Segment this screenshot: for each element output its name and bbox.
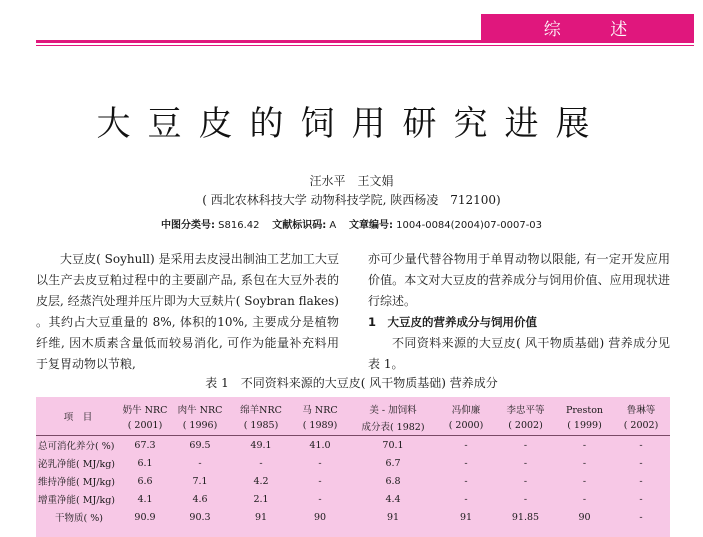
table-cell: -	[259, 457, 263, 469]
table-cell: 90	[578, 511, 591, 523]
table-cell: 49.1	[230, 436, 292, 455]
doc-code-value: A	[326, 220, 337, 231]
table-cell: 41.0	[292, 436, 348, 455]
table-row	[36, 454, 670, 472]
column-year: ( 2002)	[508, 420, 543, 431]
table-cell: -	[582, 493, 587, 505]
table-cell: 4.4	[385, 493, 401, 505]
column-year: ( 1999)	[567, 420, 602, 431]
table-cell: -	[639, 511, 643, 523]
table-cell: -	[639, 475, 643, 487]
table-cell: 6.1	[137, 457, 153, 469]
table-cell: 91	[459, 511, 473, 523]
column-year: ( 2000)	[448, 420, 484, 431]
clc-value: S816.42	[214, 220, 260, 231]
table-cell: 69.5	[170, 436, 230, 455]
table-cell: -	[464, 493, 468, 505]
table-row	[36, 436, 670, 455]
article-authors: 汪水平 王文娟	[309, 174, 394, 188]
nutrient-table-container	[36, 397, 670, 537]
table-cell: -	[318, 493, 322, 505]
column-header-item: 项 目	[63, 412, 93, 423]
column-year: ( 2001)	[127, 420, 163, 431]
table-cell: 4.2	[253, 475, 269, 487]
table-cell: -	[438, 436, 494, 455]
column-header: 美 - 加饲料	[369, 405, 417, 416]
table-cell: 4.1	[137, 493, 153, 505]
table-row	[36, 490, 670, 508]
left-column	[36, 249, 339, 375]
table-cell: 91	[254, 511, 268, 523]
table-cell: 91	[386, 511, 400, 523]
table-cell: 6.6	[137, 475, 153, 487]
table-cell: 6.8	[385, 475, 401, 487]
nutrient-table	[36, 397, 670, 526]
table-cell: -	[582, 457, 587, 469]
table-cell: -	[523, 457, 528, 469]
column-header: 奶牛 NRC	[122, 405, 168, 416]
column-header: 李忠平等	[506, 405, 545, 416]
table-cell: -	[198, 457, 202, 469]
article-title: 大豆皮的饲用研究进展	[96, 104, 607, 144]
table-row	[36, 508, 670, 526]
article-id-label: 文章编号:	[348, 220, 393, 231]
column-year: ( 1996)	[182, 420, 218, 431]
table-cell: -	[464, 457, 468, 469]
table-cell: 7.1	[192, 475, 208, 487]
table-cell: -	[639, 457, 643, 469]
table-cell: -	[523, 493, 528, 505]
article-affiliation: ( 西北农林科技大学 动物科技学院, 陕西杨凌 712100)	[202, 193, 501, 207]
column-header: 鲁琳等	[626, 405, 656, 416]
table-cell: 67.3	[120, 436, 170, 455]
right-column	[368, 249, 670, 375]
column-header: 冯仰廉	[451, 405, 481, 416]
section-heading: 1 大豆皮的营养成分与饲用价值	[368, 315, 537, 329]
table-cell: -	[523, 475, 528, 487]
table-cell: -	[582, 475, 587, 487]
table-cell: -	[464, 475, 468, 487]
column-year: 成分表( 1982)	[361, 421, 425, 433]
table-header-year-row	[36, 416, 670, 436]
intro-continuation: 亦可少量代替谷物用于单胃动物以限能, 有一定开发应用价值。本文对大豆皮的营养成分与饲用价值、应用现状进行综述。	[368, 252, 670, 308]
column-header: Preston	[565, 405, 604, 416]
row-label: 维持净能( MJ/kg)	[38, 477, 116, 488]
column-year: ( 2002)	[623, 420, 659, 431]
row-label: 总可消化养分( %)	[36, 436, 120, 455]
table-caption: 表 1 不同资料来源的大豆皮( 风干物质基础) 营养成分	[205, 376, 498, 390]
table-cell: -	[318, 475, 322, 487]
row-label: 泌乳净能( MJ/kg)	[38, 459, 116, 470]
table-header-row	[36, 397, 670, 416]
table-row	[36, 472, 670, 490]
table-cell: 90.9	[134, 511, 156, 523]
table-cell: 90.3	[189, 511, 211, 523]
clc-label: 中图分类号:	[160, 220, 215, 231]
table-cell: 70.1	[348, 436, 438, 455]
column-year: ( 1989)	[302, 420, 338, 431]
table-cell: -	[557, 436, 612, 455]
article-id-value: 1004-0084(2004)07-0007-03	[392, 220, 543, 231]
section-tab: 综 述	[481, 14, 694, 40]
column-header: 绵羊NRC	[240, 405, 282, 416]
header-rule-thin	[36, 45, 694, 46]
row-label: 干物质( %)	[55, 513, 103, 524]
table-cell: 90	[313, 511, 327, 523]
table-cell: -	[639, 493, 643, 505]
column-year: ( 1985)	[243, 420, 279, 431]
table-cell: 4.6	[192, 493, 208, 505]
table-cell: -	[318, 457, 322, 469]
doc-code-label: 文献标识码:	[272, 220, 327, 231]
row-label: 增重净能( MJ/kg)	[38, 495, 116, 506]
table-cell: 2.1	[253, 493, 269, 505]
column-header: 马 NRC	[302, 405, 338, 416]
table-cell: -	[494, 436, 557, 455]
intro-paragraph: 大豆皮( Soyhull) 是采用去皮浸出制油工艺加工大豆以生产去皮豆粕过程中的主要副产品, 系包在大豆外表的皮层, 经蒸汽处理并压片即为大豆麸片( Soybran flakes) 。其约占大豆重量的 8%, 体积的10%, 主要成分是植物纤维, 因木质素含量低而较易消化, 可作为能量补充料用于复胃动物以节粮,	[36, 252, 339, 371]
column-header: 肉牛 NRC	[177, 405, 223, 416]
section-paragraph: 不同资料来源的大豆皮( 风干物质基础) 营养成分见表 1。	[368, 336, 670, 371]
table-cell: -	[612, 436, 670, 455]
classification-line	[0, 216, 703, 231]
table-cell: 6.7	[385, 457, 401, 469]
table-cell: 91.85	[511, 511, 540, 523]
header-rule-thick	[36, 40, 694, 43]
